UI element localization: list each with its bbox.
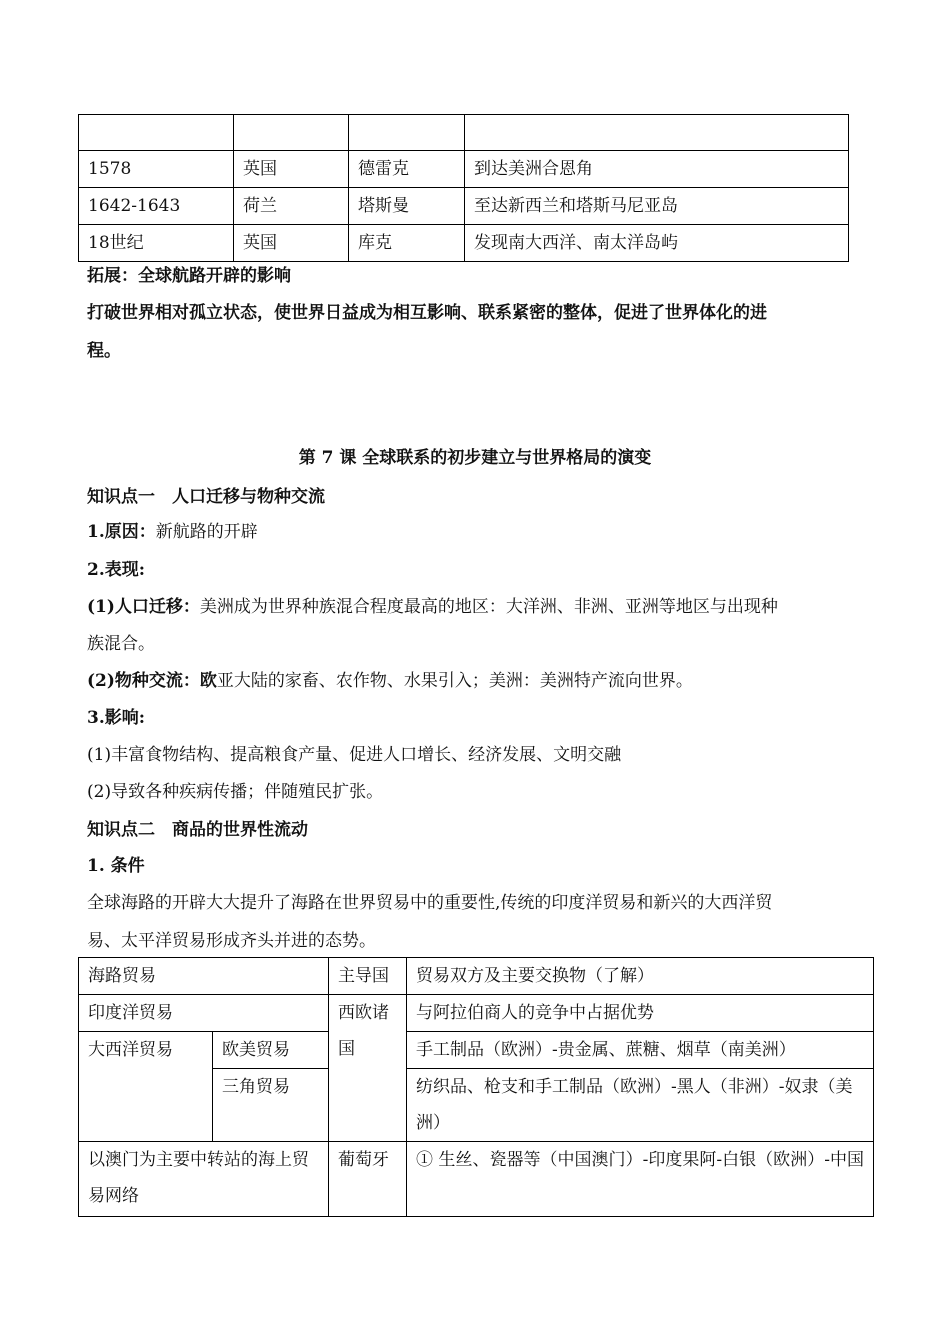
table-cell <box>234 115 349 151</box>
table-cell: 欧美贸易 <box>213 1032 329 1069</box>
table-cell: 德雷克 <box>349 151 465 188</box>
trade-table <box>78 957 874 1217</box>
kp1-migration-text: 美洲成为世界种族混合程度最高的地区：大洋洲、非洲、亚洲等地区与出现种 <box>199 597 778 617</box>
kp2-condition-label: 1. 条件 <box>87 856 145 876</box>
kp1-manifest-label: 2.表现: <box>87 560 146 580</box>
table-cell: 库克 <box>349 225 465 262</box>
kp1-species <box>87 666 693 691</box>
table-cell: 大西洋贸易 <box>79 1032 213 1142</box>
table-cell: 英国 <box>234 225 349 262</box>
kp2-heading: 知识点二 商品的世界性流动 <box>87 820 308 840</box>
table-header-cell: 主导国 <box>329 958 407 995</box>
kp1-impact-1: (1)丰富食物结构、提高粮食产量、促进人口增长、经济发展、文明交融 <box>87 745 622 765</box>
table-cell: 手工制品（欧洲）-贵金属、蔗糖、烟草（南美洲） <box>407 1032 874 1069</box>
kp1-heading: 知识点一 人口迁移与物种交流 <box>87 487 325 507</box>
table-cell: 三角贸易 <box>213 1069 329 1142</box>
table-cell <box>349 115 465 151</box>
extension-body-line-2: 程。 <box>87 341 121 361</box>
table-cell: 印度洋贸易 <box>79 995 329 1032</box>
table-cell: 1578 <box>79 151 234 188</box>
table-cell: 荷兰 <box>234 188 349 225</box>
table-header-cell: 贸易双方及主要交换物（了解） <box>407 958 874 995</box>
table-cell: 纺织品、枪支和手工制品（欧洲）-黑人（非洲）-奴隶（美洲） <box>407 1069 874 1142</box>
table-row <box>79 995 874 1032</box>
kp1-reason <box>87 517 258 542</box>
kp1-species-label: (2)物种交流：欧 <box>87 671 217 691</box>
lesson-title: 第 7 课 全球联系的初步建立与世界格局的演变 <box>298 448 652 468</box>
kp2-condition-line-1: 全球海路的开辟大大提升了海路在世界贸易中的重要性,传统的印度洋贸易和新兴的大西洋贸 <box>87 893 773 913</box>
table-row <box>79 115 849 151</box>
table-cell <box>465 115 849 151</box>
kp1-species-text: 亚大陆的家畜、农作物、水果引入；美洲：美洲特产流向世界。 <box>216 671 693 691</box>
table-cell <box>79 115 234 151</box>
kp1-impact-2: (2)导致各种疾病传播；伴随殖民扩张。 <box>87 782 384 802</box>
kp1-reason-label: 1.原因： <box>87 522 156 542</box>
kp1-migration-line-1 <box>87 592 778 617</box>
voyage-table <box>78 114 849 262</box>
table-cell: 至达新西兰和塔斯马尼亚岛 <box>465 188 849 225</box>
table-cell: 葡萄牙 <box>329 1142 407 1217</box>
table-row <box>79 188 849 225</box>
table-row <box>79 1032 874 1069</box>
table-header-cell: 海路贸易 <box>79 958 329 995</box>
kp2-condition-line-2: 易、太平洋贸易形成齐头并进的态势。 <box>87 931 376 951</box>
kp1-impact-label: 3.影响: <box>87 708 146 728</box>
table-row <box>79 958 874 995</box>
table-cell: 与阿拉伯商人的竞争中占据优势 <box>407 995 874 1032</box>
kp1-reason-text: 新航路的开辟 <box>155 522 258 542</box>
kp1-migration-line-2: 族混合。 <box>87 634 155 654</box>
table-row <box>79 225 849 262</box>
extension-body-line-1: 打破世界相对孤立状态，使世界日益成为相互影响、联系紧密的整体，促进了世界体化的进 <box>87 303 767 323</box>
extension-heading: 拓展：全球航路开辟的影响 <box>87 266 291 286</box>
table-cell: 英国 <box>234 151 349 188</box>
table-row <box>79 1142 874 1217</box>
table-cell: 以澳门为主要中转站的海上贸易网络 <box>79 1142 329 1217</box>
table-cell: 1642-1643 <box>79 188 234 225</box>
table-cell: 西欧诸国 <box>329 995 407 1142</box>
table-cell: 到达美洲合恩角 <box>465 151 849 188</box>
table-cell: 18世纪 <box>79 225 234 262</box>
table-cell: 发现南大西洋、南太洋岛屿 <box>465 225 849 262</box>
table-cell: 塔斯曼 <box>349 188 465 225</box>
kp1-migration-label: (1)人口迁移： <box>87 597 200 617</box>
table-cell: ① 生丝、瓷器等（中国澳门）-印度果阿-白银（欧洲）-中国 <box>407 1142 874 1217</box>
table-row <box>79 151 849 188</box>
